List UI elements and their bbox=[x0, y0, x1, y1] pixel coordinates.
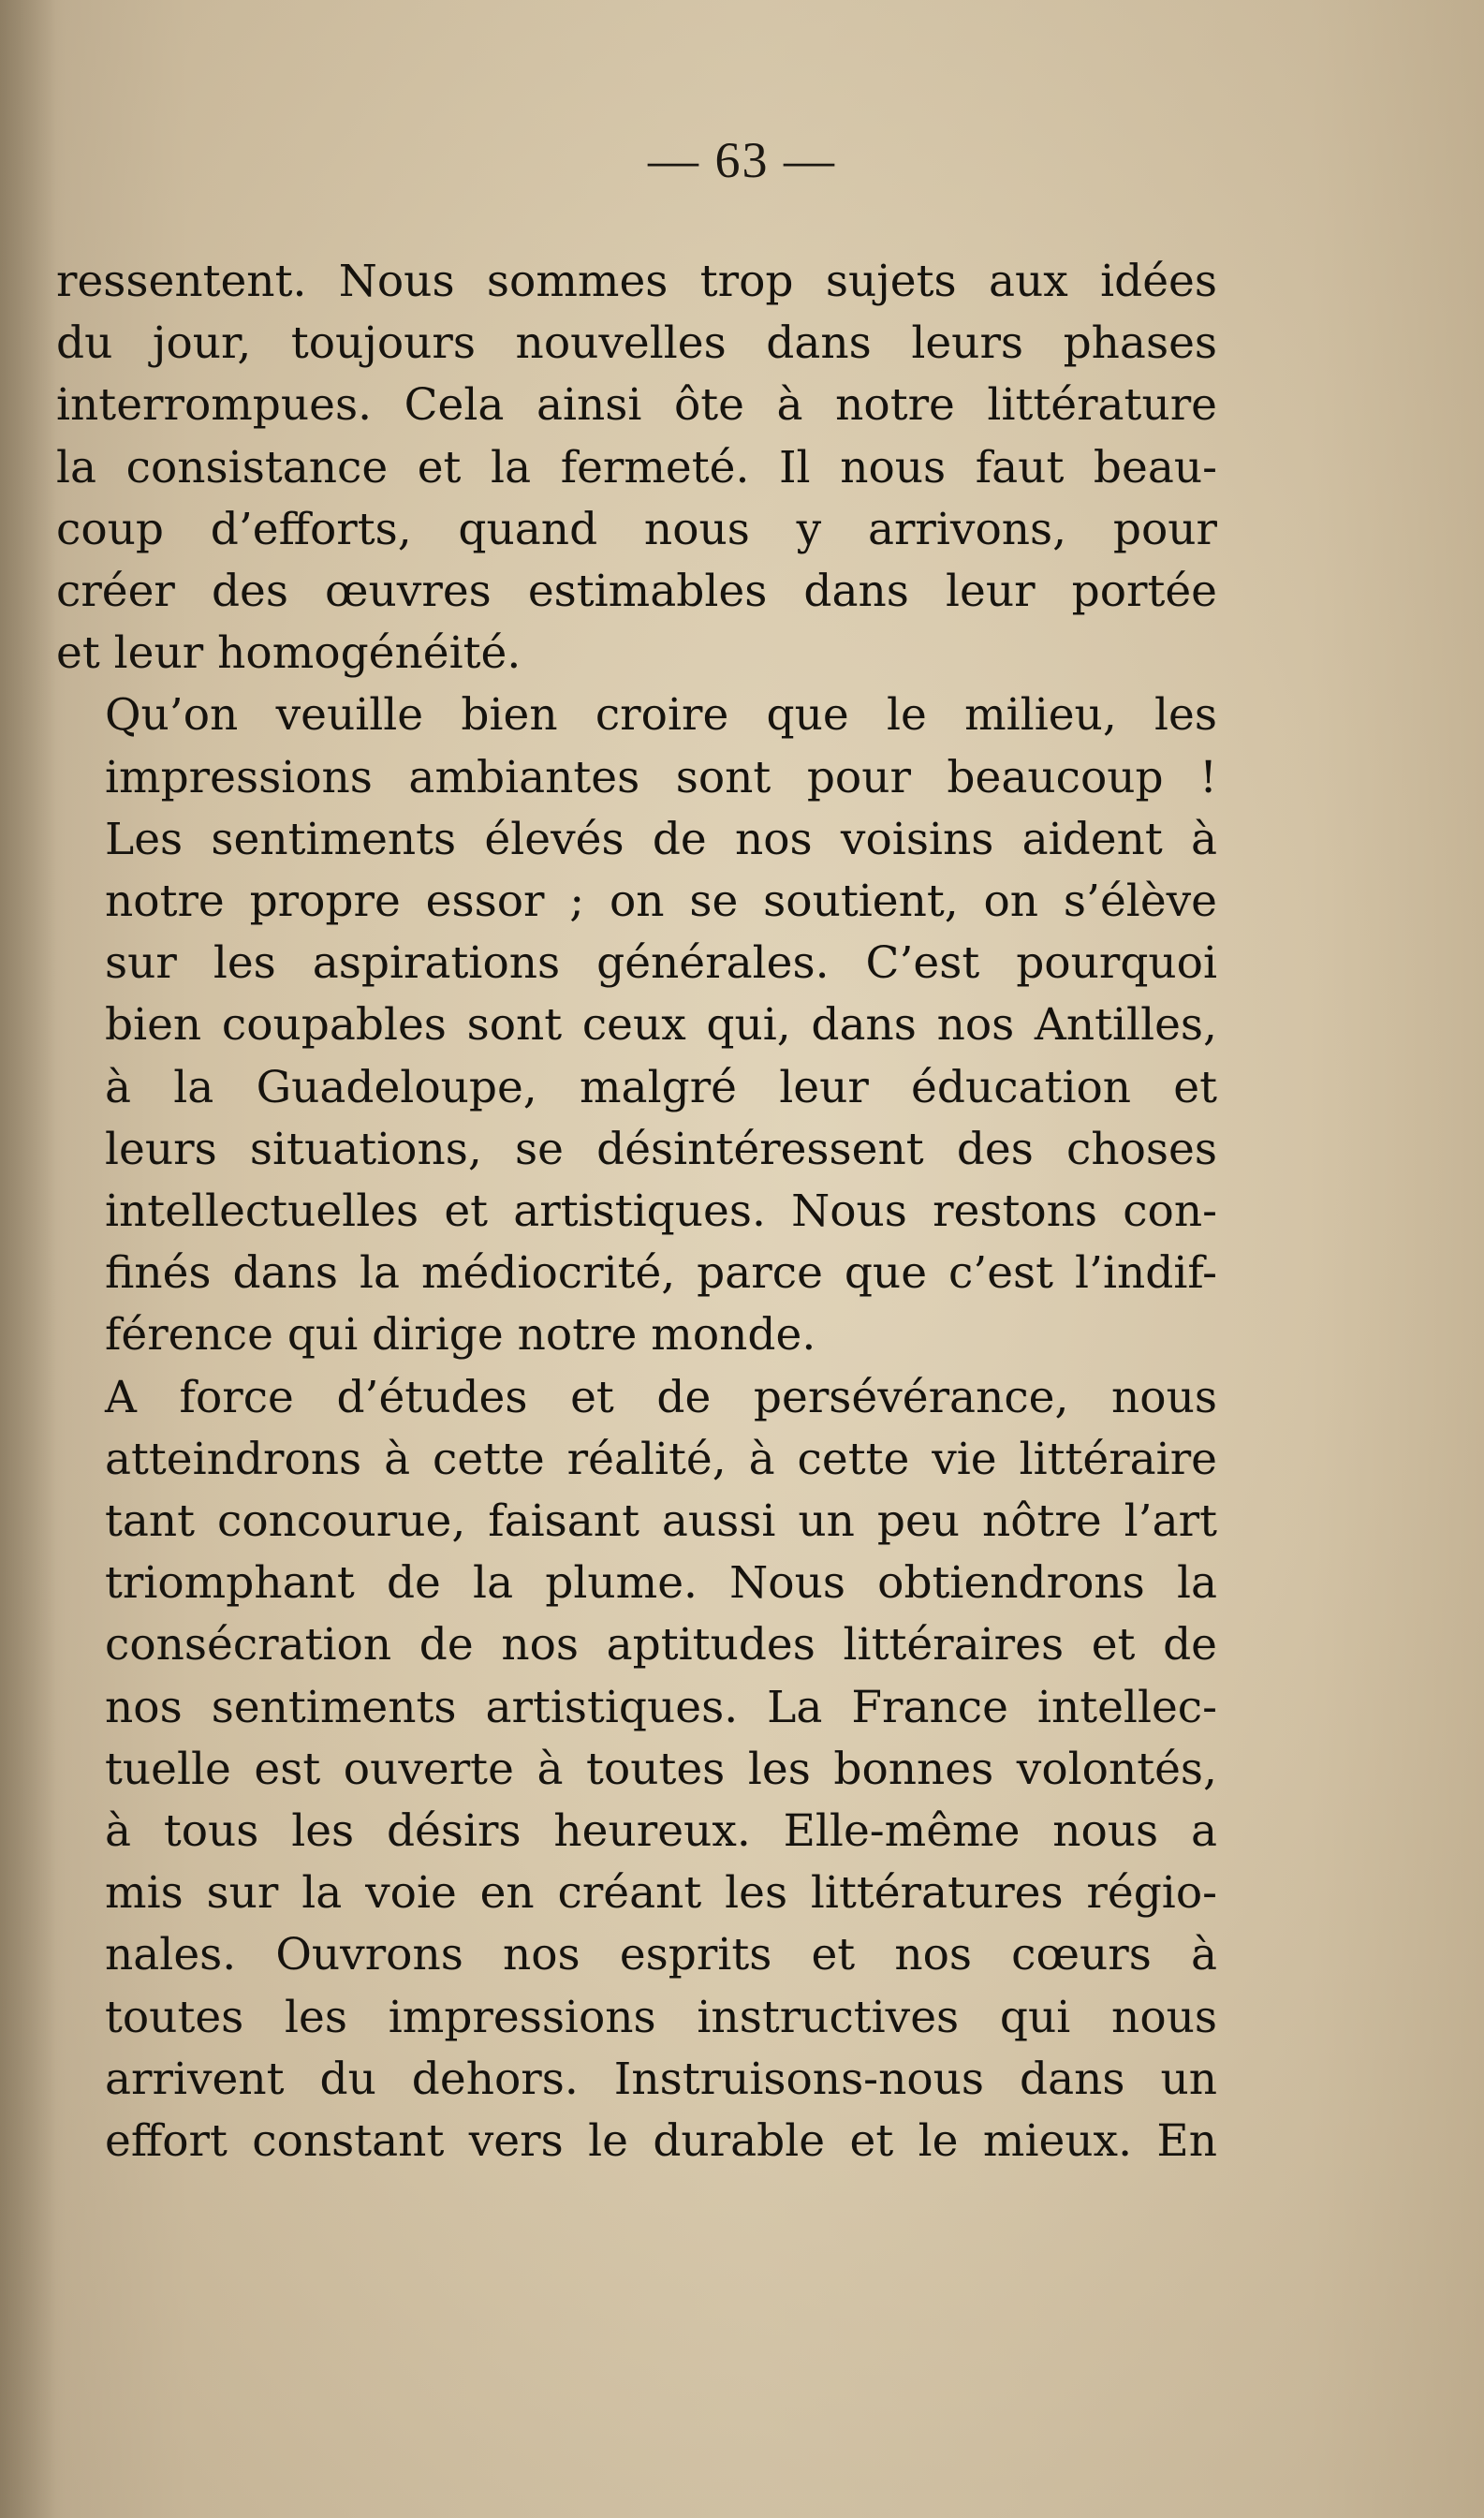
text-line: triomphant de la plume. Nous obtiendrons la bbox=[105, 1557, 1217, 1610]
text-line: impressions ambiantes sont pour beaucoup ! bbox=[105, 751, 1217, 803]
text-line: nos sentiments artistiques. La France intellec- bbox=[105, 1681, 1217, 1733]
text-line: notre propre essor ; on se soutient, on s’élève bbox=[105, 876, 1217, 928]
text-line: Les sentiments élevés de nos voisins aident à bbox=[105, 813, 1217, 865]
text-line: interrompues. Cela ainsi ôte à notre littérature bbox=[56, 379, 1217, 432]
text-line: mis sur la voie en créant les littératures régio- bbox=[105, 1867, 1217, 1920]
text-line: Qu’on veuille bien croire que le milieu, les bbox=[105, 689, 1217, 742]
text-line: la consistance et la fermeté. Il nous faut beau- bbox=[56, 441, 1217, 493]
text-line: leurs situations, se désintéressent des choses bbox=[105, 1123, 1217, 1175]
text-line: A force d’études et de persévérance, nous bbox=[105, 1371, 1217, 1423]
text-line: à la Guadeloupe, malgré leur éducation et bbox=[105, 1061, 1217, 1113]
paragraph-2 bbox=[56, 685, 1217, 1366]
text-line: toutes les impressions instructives qui nous bbox=[105, 1991, 1217, 2043]
paragraph-3 bbox=[56, 1367, 1217, 2173]
text-line: créer des œuvres estimables dans leur portée bbox=[56, 566, 1217, 618]
text-line: nales. Ouvrons nos esprits et nos cœurs à bbox=[105, 1929, 1217, 1981]
text-line: du jour, toujours nouvelles dans leurs phases bbox=[56, 317, 1217, 370]
text-line: tuelle est ouverte à toutes les bonnes volontés, bbox=[105, 1743, 1217, 1795]
text-line: bien coupables sont ceux qui, dans nos Antilles, bbox=[105, 999, 1217, 1052]
text-line: et leur homogénéité. bbox=[56, 627, 522, 680]
body-text bbox=[56, 251, 1217, 2172]
text-line: coup d’efforts, quand nous y arrivons, pour bbox=[56, 503, 1217, 555]
paragraph-1 bbox=[56, 251, 1217, 685]
text-line: férence qui dirige notre monde. bbox=[105, 1309, 816, 1362]
text-line: consécration de nos aptitudes littéraires et de bbox=[105, 1619, 1217, 1671]
text-line: à tous les désirs heureux. Elle-même nous a bbox=[105, 1805, 1217, 1858]
text-line: sur les aspirations générales. C’est pourquoi bbox=[105, 937, 1217, 990]
text-line: atteindrons à cette réalité, à cette vie littéraire bbox=[105, 1433, 1217, 1485]
page-number: — 63 — bbox=[648, 132, 836, 188]
text-line: tant concourue, faisant aussi un peu nôtre l’art bbox=[105, 1495, 1217, 1548]
text-line: ressentent. Nous sommes trop sujets aux idées bbox=[56, 256, 1217, 307]
text-line: intellectuelles et artistiques. Nous restons con- bbox=[105, 1185, 1217, 1238]
text-line: finés dans la médiocrité, parce que c’est l’indif- bbox=[105, 1247, 1217, 1300]
text-line: arrivent du dehors. Instruisons-nous dans un bbox=[105, 2053, 1217, 2105]
text-line: effort constant vers le durable et le mieux. En bbox=[105, 2115, 1217, 2168]
